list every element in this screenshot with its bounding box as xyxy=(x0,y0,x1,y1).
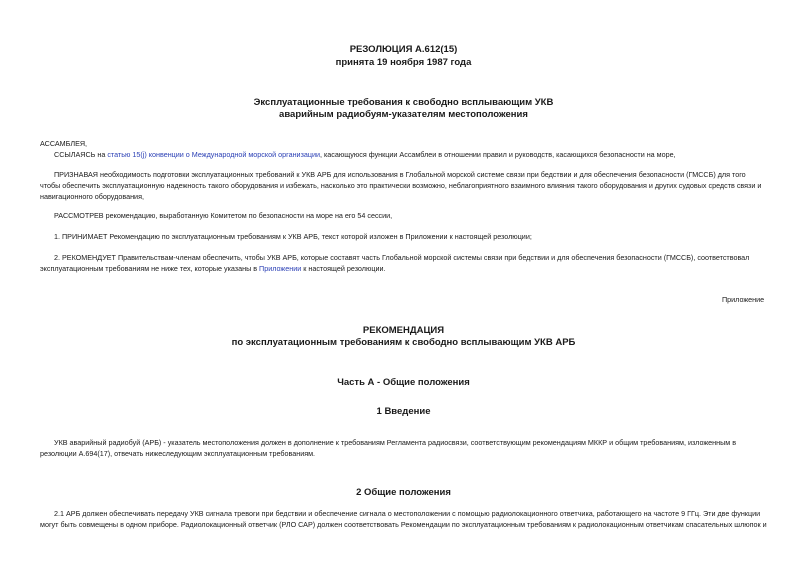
recommendation-title: РЕКОМЕНДАЦИЯ xyxy=(362,325,445,336)
referring-prefix: ССЫЛАЯСЬ на xyxy=(54,150,108,159)
section-1-line-2: резолюции А.694(17), отвечать нижеследующим эксплуатационным требованиям. xyxy=(40,449,316,458)
considered-paragraph: РАССМОТРЕВ рекомендацию, выработанную Комитетом по безопасности на море на его 54 сессии, xyxy=(54,211,393,220)
recommends-prefix: эксплуатационным требованиям не ниже тех, которые указаны в xyxy=(40,264,260,273)
assembly-text: АССАМБЛЕЯ, xyxy=(40,139,88,148)
adopts-paragraph: 1. ПРИНИМАЕТ Рекомендацию по эксплуатационным требованиям к УКВ АРБ, текст которой изложен в Приложении к настоящей резолюции; xyxy=(54,232,532,241)
recommends-suffix: к настоящей резолюции. xyxy=(301,264,386,273)
recognizing-line-2: чтобы обеспечить эксплуатационную надежность такого оборудования и избежать, насколько это практически возможно, неблагоприятного взаимного влияния такого оборудования и других судовых средств связи и xyxy=(40,181,762,190)
section-2-line-2: могут быть совмещены в одном приборе. Радиолокационный ответчик (РЛО САР) должен соответствовать Рекомендации по эксплуатационным требованиям к радиолокационным ответчикам спасательных шлюпок и xyxy=(40,520,767,529)
recommends-line-2 xyxy=(40,263,386,274)
part-a-heading: Часть А - Общие положения xyxy=(337,377,470,388)
annex-link[interactable]: Приложении xyxy=(259,264,302,273)
annex-label: Приложение xyxy=(722,295,765,304)
convention-link[interactable]: статью 15(j) конвенции о Международной морской организации xyxy=(107,150,321,159)
subject-line-2: аварийным радиобуям-указателям местоположения xyxy=(279,109,528,120)
adoption-date: принята 19 ноября 1987 года xyxy=(335,57,472,68)
referring-paragraph xyxy=(54,149,676,160)
section-2-line-1: 2.1 АРБ должен обеспечивать передачу УКВ сигнала тревоги при бедствии и обеспечение сигнала о местоположении с помощью радиолокационного ответчика, работающего на частоте 9 ГГц. Эти две функции xyxy=(54,509,761,518)
recognizing-line-1: ПРИЗНАВАЯ необходимость подготовки эксплуатационных требований к УКВ АРБ для использования в Глобальной морской системе связи при бедствии и для обеспечения безопасности (ГМССБ) для того xyxy=(54,170,746,179)
recognizing-line-3: навигационного оборудования, xyxy=(40,192,144,201)
recommendation-subtitle: по эксплуатационным требованиям к свободно всплывающим УКВ АРБ xyxy=(231,337,576,348)
recommends-line-1: 2. РЕКОМЕНДУЕТ Правительствам-членам обеспечить, чтобы УКВ АРБ, которые составят часть Глобальной морской системы связи при бедствии и для обеспечения безопасности (ГМССБ), соответствовал xyxy=(54,253,750,262)
section-2-heading: 2 Общие положения xyxy=(356,487,451,498)
subject-line-1: Эксплуатационные требования к свободно всплывающим УКВ xyxy=(253,97,554,108)
referring-suffix: , касающуюся функции Ассамблеи в отношении правил и руководств, касающихся безопасности на море, xyxy=(320,150,676,159)
section-1-line-1: УКВ аварийный радиобуй (АРБ) - указатель местоположения должен в дополнение к требованиям Регламента радиосвязи, соответствующим рекомендациям МККР и общим требованиям, изложенным в xyxy=(54,438,737,447)
resolution-title: РЕЗОЛЮЦИЯ А.612(15) xyxy=(349,44,458,55)
section-1-heading: 1 Введение xyxy=(376,406,431,417)
